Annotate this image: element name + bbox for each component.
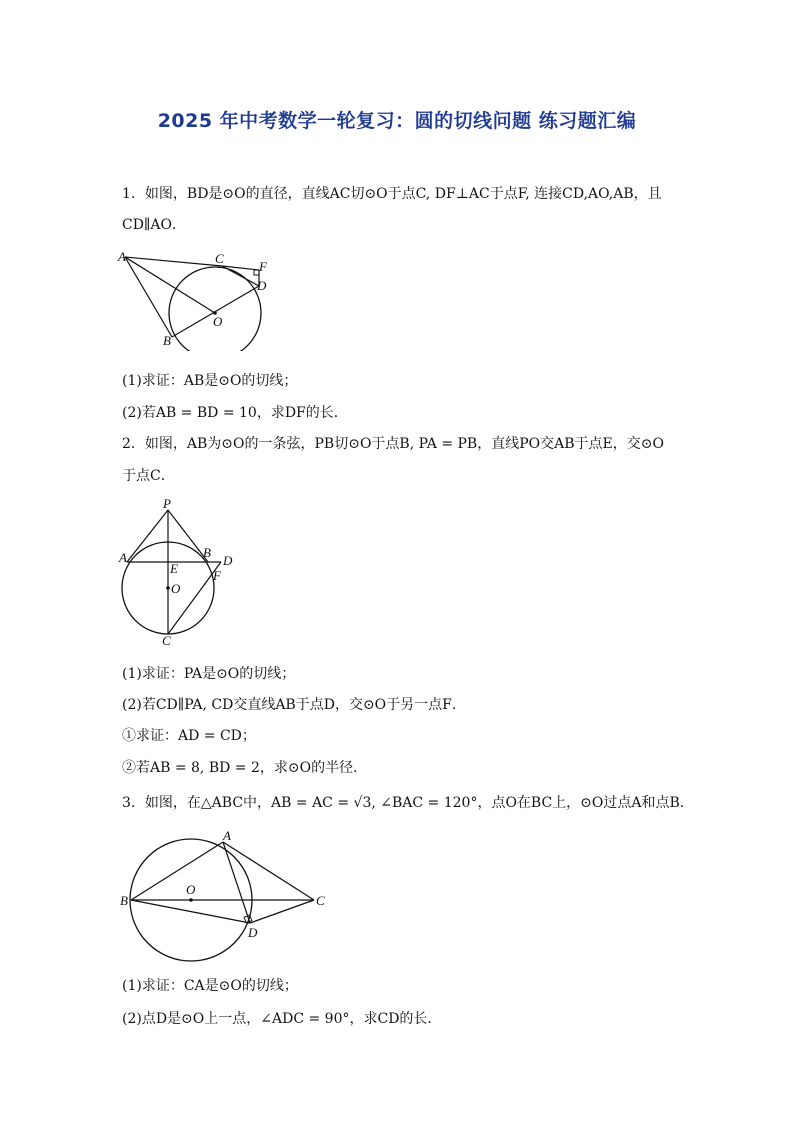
- problem-2-statement-line-2: 于点C．: [122, 468, 175, 484]
- label-D: D: [223, 553, 233, 568]
- label-O: O: [186, 882, 196, 897]
- label-C: C: [215, 251, 224, 266]
- label-O: O: [171, 581, 181, 596]
- problem-2-statement-line-1: 2．如图，AB为⊙O的一条弦，PB切⊙O于点B, PA = PB，直线PO交AB于点E，交⊙O: [122, 436, 664, 452]
- problem-2-figure: [112, 496, 242, 648]
- label-E: E: [170, 561, 178, 576]
- label-A: A: [223, 828, 231, 843]
- label-F: F: [259, 259, 267, 274]
- problem-2-part-1: (1)求证：PA是⊙O的切线；: [122, 666, 296, 682]
- problem-3-part-1: (1)求证：CA是⊙O的切线；: [122, 978, 298, 994]
- problem-1-statement-line-1: 1．如图，BD是⊙O的直径，直线AC切⊙O于点C, DF⊥AC于点F, 连接CD,AO,AB，且: [122, 186, 662, 202]
- problem-2-sub-2: ②若AB = 8, BD = 2，求⊙O的半径．: [122, 760, 368, 776]
- problem-1-part-2: (2)若AB = BD = 10，求DF的长．: [122, 405, 348, 421]
- label-P: P: [163, 496, 171, 511]
- problem-1-statement-line-2: CD∥AO．: [122, 217, 186, 233]
- label-B: B: [120, 893, 128, 908]
- problem-2-sub-1: ①求证：AD = CD；: [122, 728, 256, 744]
- label-C: C: [162, 633, 171, 648]
- problem-1-figure: [112, 246, 282, 351]
- label-D: D: [257, 278, 267, 293]
- label-O: O: [213, 314, 223, 329]
- document-title: 2025 年中考数学一轮复习：圆的切线问题 练习题汇编: [157, 110, 637, 132]
- label-B: B: [203, 545, 211, 560]
- label-D: D: [248, 925, 258, 940]
- problem-2-part-2: (2)若CD∥PA, CD交直线AB于点D，交⊙O于另一点F．: [122, 697, 466, 713]
- label-C: C: [316, 893, 325, 908]
- label-A: A: [118, 249, 126, 264]
- problem-3-figure: [112, 826, 332, 964]
- problem-3-part-2: (2)点D是⊙O上一点，∠ADC = 90°，求CD的长．: [122, 1011, 442, 1027]
- problem-3-statement-line-1: 3．如图，在△ABC中，AB = AC = √3, ∠BAC = 120°，点O在BC上，⊙O过点A和点B．: [122, 795, 694, 811]
- label-B: B: [163, 333, 171, 348]
- label-A: A: [119, 550, 127, 565]
- problem-1-part-1: (1)求证：AB是⊙O的切线；: [122, 373, 298, 389]
- label-F: F: [213, 568, 221, 583]
